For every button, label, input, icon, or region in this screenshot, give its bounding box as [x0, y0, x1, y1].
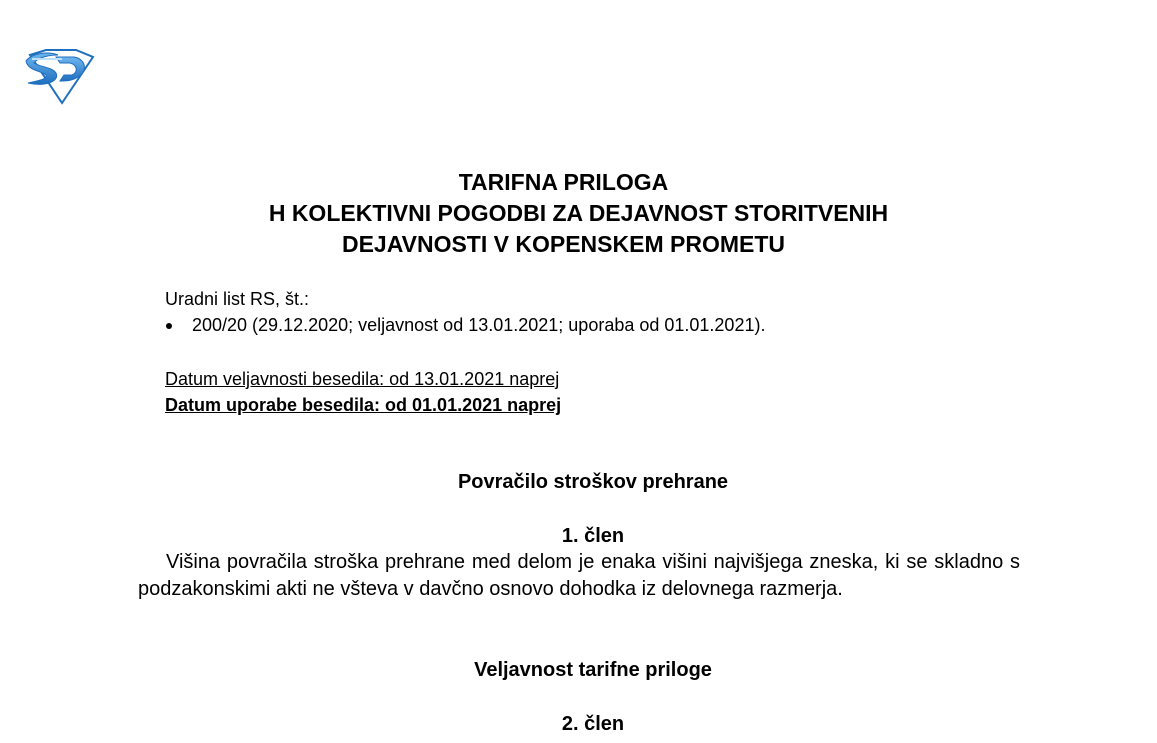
text-dates — [165, 366, 561, 418]
document-title — [0, 167, 1157, 260]
sd-logo-icon — [22, 47, 96, 105]
gazette-list — [165, 312, 765, 338]
gazette-heading: Uradni list RS, št.: — [165, 289, 310, 309]
validity-date: Datum veljavnosti besedila: od 13.01.2021 naprej — [165, 369, 560, 389]
bullet-icon — [166, 323, 172, 329]
article-number: 1. člen — [561, 525, 625, 547]
gazette-item-text: 200/20 (29.12.2020; veljavnost od 13.01.2021; uporaba od 01.01.2021). — [192, 315, 766, 335]
application-date: Datum uporabe besedila: od 01.01.2021 naprej — [165, 395, 562, 415]
gazette-reference — [165, 286, 765, 338]
gazette-item — [164, 312, 765, 338]
article-number: 2. člen — [561, 713, 625, 735]
article-text: Višina povračila stroška prehrane med delom je enaka višini najvišjega zneska, ki se skladno s podzakonskimi akti ne všteva v davčno osnovo dohodka iz delovnega razmerja. — [138, 551, 1020, 600]
title-line-1: TARIFNA PRILOGA — [458, 169, 669, 195]
title-line-2: H KOLEKTIVNI POGODBI ZA DEJAVNOST STORITVENIH — [268, 200, 889, 226]
title-line-3: DEJAVNOSTI V KOPENSKEM PROMETU — [341, 231, 786, 257]
section-heading: Veljavnost tarifne priloge — [474, 659, 712, 681]
section-heading: Povračilo stroškov prehrane — [457, 471, 729, 493]
